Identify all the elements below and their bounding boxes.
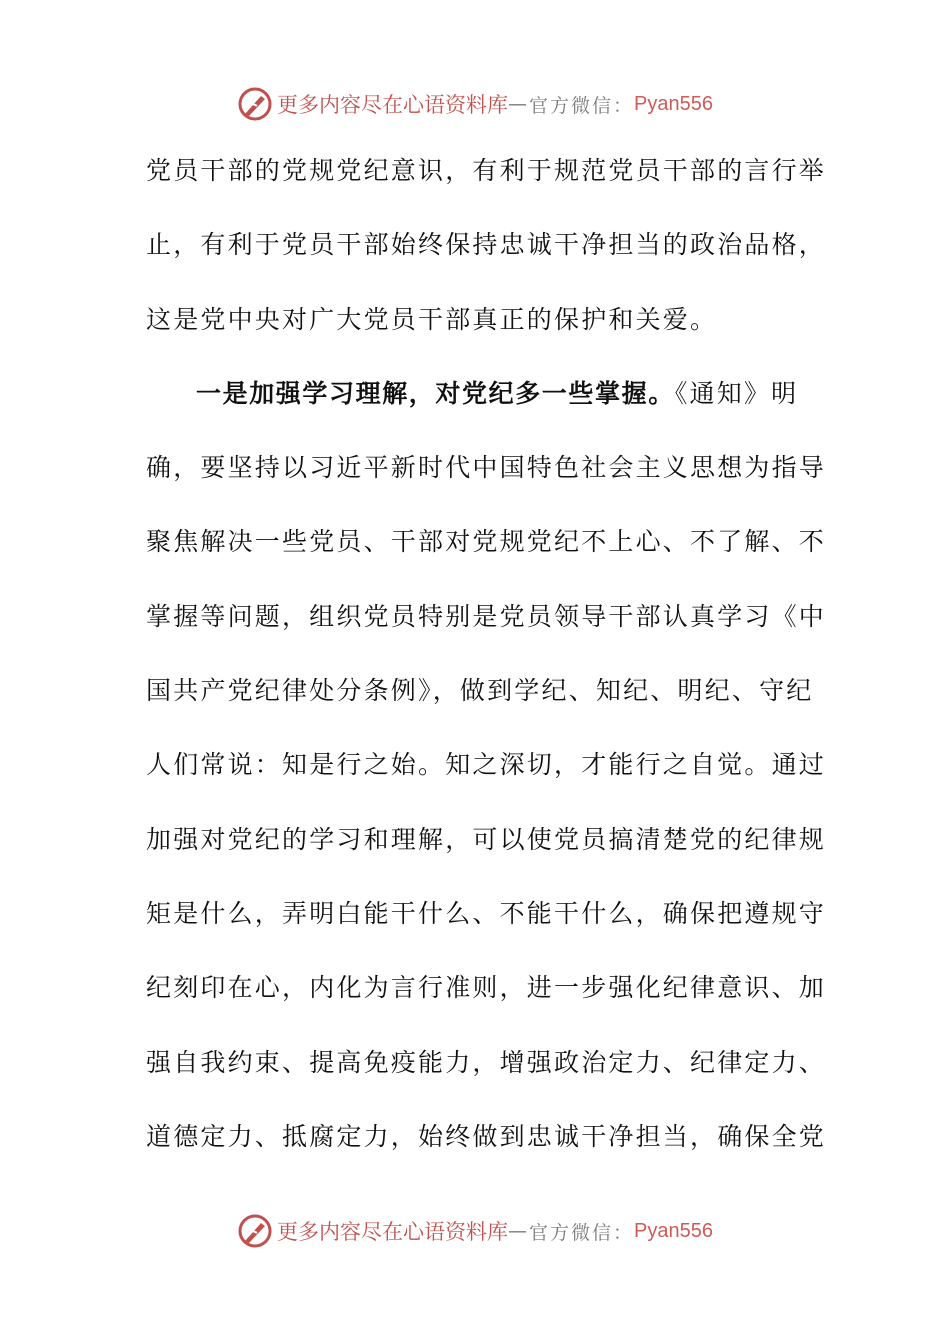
text-line: 党员干部的党规党纪意识，有利于规范党员干部的言行举 bbox=[146, 156, 827, 185]
text-line: 确，要坚持以习近平新时代中国特色社会主义思想为指导 bbox=[146, 453, 827, 483]
text-line: 强自我约束、提高免疫能力，增强政治定力、纪律定力、 bbox=[146, 1047, 827, 1077]
banner-wechat-label: 官方微信： bbox=[529, 1221, 635, 1244]
header-banner bbox=[0, 82, 950, 126]
text-line: 矩是什么，弄明白能干什么、不能干什么，确保把遵规守 bbox=[146, 898, 827, 928]
document-body bbox=[146, 142, 827, 1182]
banner-slogan: 更多内容尽在心语资料库 bbox=[277, 1220, 508, 1244]
banner-dash: — bbox=[508, 1220, 529, 1242]
banner-dash: — bbox=[508, 93, 529, 115]
footer-banner bbox=[0, 1209, 950, 1253]
banner-wechat-id: Pyan556 bbox=[634, 1219, 713, 1242]
text-line: 国共产党纪律处分条例》，做到学纪、知纪、明纪、守纪 bbox=[146, 676, 814, 706]
text-line: 止，有利于党员干部始终保持忠诚干净担当的政治品格， bbox=[146, 230, 827, 260]
pen-circle-logo-icon bbox=[237, 1213, 273, 1249]
text-line: 聚焦解决一些党员、干部对党规党纪不上心、不了解、不 bbox=[146, 527, 827, 557]
text-line: 道德定力、抵腐定力，始终做到忠诚干净担当，确保全党 bbox=[146, 1121, 827, 1151]
paragraph-start-line bbox=[146, 365, 806, 439]
text-line: 加强对党纪的学习和理解，可以使党员搞清楚党的纪律规 bbox=[146, 824, 827, 854]
banner-slogan: 更多内容尽在心语资料库 bbox=[277, 93, 508, 117]
text-line: 纪刻印在心，内化为言行准则，进一步强化纪律意识、加 bbox=[146, 973, 827, 1003]
text-line: 掌握等问题，组织党员特别是党员领导干部认真学习《中 bbox=[146, 601, 827, 631]
banner-wechat-label: 官方微信： bbox=[529, 94, 635, 117]
section-heading: 一是加强学习理解，对党纪多一些掌握。 bbox=[196, 378, 675, 408]
text-line: 这是党中央对广大党员干部真正的保护和关爱。 bbox=[146, 304, 718, 334]
banner-wechat-id: Pyan556 bbox=[634, 92, 713, 115]
pen-circle-logo-icon bbox=[237, 86, 273, 122]
text-span: 《通知》明 bbox=[674, 378, 799, 408]
text-line: 人们常说：知是行之始。知之深切，才能行之自觉。通过 bbox=[146, 750, 827, 780]
